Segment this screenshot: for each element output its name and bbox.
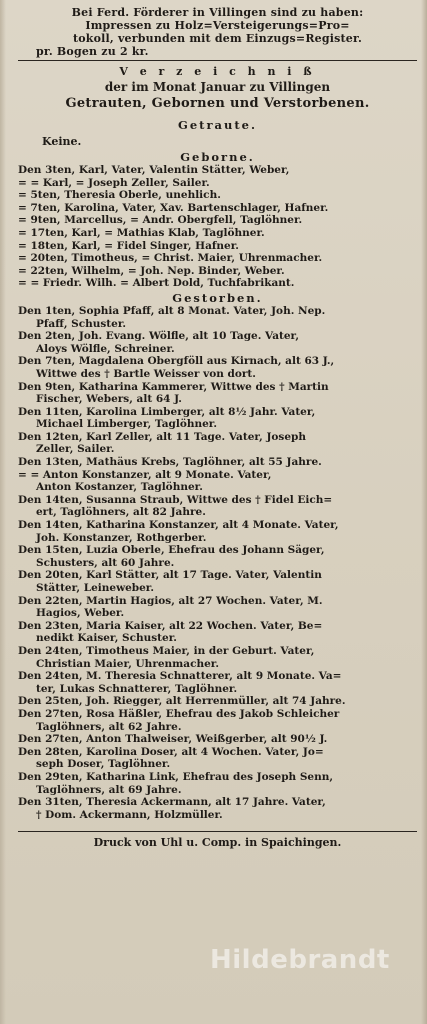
register-entry-line: Den 14ten, Susanna Straub, Wittwe des † Fidel Eich= [18,493,333,506]
register-entry-line: Den 24ten, M. Theresia Schnatterer, alt 9 Monate. Va= [18,670,342,683]
title-line-3: Getrauten, Gebornen und Verstorbenen. [65,96,370,111]
register-entry-line: = 5ten, Theresia Oberle, unehlich. [18,189,221,202]
register-entry-line: = 22ten, Wilhelm, = Joh. Nep. Binder, Weber. [18,264,285,277]
geborne-heading: Geborne. [180,150,255,164]
register-entry-line: Den 15ten, Luzia Oberle, Ehefrau des Johann Säger, [18,544,325,557]
divider-rule [18,60,417,61]
register-entry-line: Den 3ten, Karl, Vater, Valentin Stätter, Weber, [18,164,290,176]
register-entry-line: = = Karl, = Joseph Zeller, Sailer. [18,176,210,189]
register-entry-line: Wittwe des † Bartle Weisser von dort. [36,367,256,380]
title-line-1: V e r z e i c h n i ß [119,65,316,78]
register-entry-line: Den 27ten, Rosa Häßler, Ehefrau des Jakob Schleicher [18,707,340,720]
gestorben-list [18,305,417,821]
advert-line-1: Bei Ferd. Förderer in Villingen sind zu haben: [71,6,364,19]
register-entry-line: = 7ten, Karolina, Vater, Xav. Bartenschlager, Hafner. [18,201,329,214]
advert-line-3: pr. Bogen zu 2 kr. [36,45,149,58]
register-entry-line: Stätter, Leineweber. [36,582,155,594]
register-entry-line: Den 31ten, Theresia Ackermann, alt 17 Jahre. Vater, [18,796,326,809]
geborne-list [18,164,417,290]
register-entry-line: ert, Taglöhners, alt 82 Jahre. [36,506,206,519]
register-entry-line: Den 1ten, Sophia Pfaff, alt 8 Monat. Vater, Joh. Nep. [18,304,326,317]
getraute-none: Keine. [42,135,82,148]
register-entry-line: Den 20ten, Karl Stätter, alt 17 Tage. Vater, Valentin [18,569,322,582]
register-entry-line: Den 2ten, Joh. Evang. Wölfle, alt 10 Tage. Vater, [18,330,299,343]
register-entry-line: seph Doser, Taglöhner. [36,758,171,771]
advert-line-2b: tokoll, verbunden mit dem Einzugs=Register. [72,32,363,45]
printer-imprint: Druck von Uhl u. Comp. in Spaichingen. [93,836,342,850]
register-entry-line: Den 13ten, Mathäus Krebs, Taglöhner, alt 55 Jahre. [18,456,322,469]
bottom-rule [18,831,417,832]
register-entry-line: nedikt Kaiser, Schuster. [36,632,177,645]
register-entry-line: Fischer, Webers, alt 64 J. [36,393,182,406]
title-line-2: der im Monat Januar zu Villingen [104,80,331,94]
paper-edge-right [421,0,427,1024]
register-entry-line: Pfaff, Schuster. [36,317,127,330]
gestorben-heading: Gestorben. [172,290,263,305]
register-entry-line: Den 28ten, Karolina Doser, alt 4 Wochen. Vater, Jo= [18,745,324,758]
register-entry-line: Anton Kostanzer, Taglöhner. [36,481,203,494]
register-entry-line: Aloys Wölfle, Schreiner. [36,342,175,355]
register-entry-line: Den 12ten, Karl Zeller, alt 11 Tage. Vater, Joseph [18,430,306,443]
register-entry-line: Taglöhners, alt 62 Jahre. [36,720,182,733]
register-entry-line: = = Anton Konstanzer, alt 9 Monate. Vater, [18,468,272,481]
register-entry-line: Den 7ten, Magdalena Obergföll aus Kirnach, alt 63 J., [18,355,335,368]
register-entry-line: † Dom. Ackermann, Holzmüller. [36,808,223,821]
register-title [18,65,417,111]
register-entry-line: Den 24ten, Timotheus Maier, in der Geburt. Vater, [18,644,315,657]
register-entry-line: ter, Lukas Schnatterer, Taglöhner. [36,682,238,695]
register-entry-line: Schusters, alt 60 Jahre. [36,556,175,569]
advert-line-2: Impressen zu Holz=Versteigerungs=Pro= [85,19,350,32]
register-entry-line: Den 25ten, Joh. Riegger, alt Herrenmüller, alt 74 Jahre. [18,695,346,708]
register-entry-line: Den 14ten, Katharina Konstanzer, alt 4 Monate. Vater, [18,519,339,532]
paper-edge-left [0,0,6,1024]
register-entry-line: = 17ten, Karl, = Mathias Klab, Taglöhner. [18,226,265,239]
register-entry-line: Den 23ten, Maria Kaiser, alt 22 Wochen. Vater, Be= [18,619,323,632]
register-entry-line: Den 11ten, Karolina Limberger, alt 8½ Jahr. Vater, [18,405,316,418]
register-entry-line: Den 29ten, Katharina Link, Ehefrau des Joseph Senn, [18,770,334,783]
getraute-heading: Getraute. [178,118,257,132]
register-entry-line: = = Friedr. Wilh. = Albert Dold, Tuchfabrikant. [18,277,295,290]
watermark: Hildebrandt [210,945,390,975]
register-entry-line: = 18ten, Karl, = Fidel Singer, Hafner. [18,239,239,252]
register-entry-line: Taglöhners, alt 69 Jahre. [36,783,182,796]
advertisement [18,6,417,58]
register-entry-line: Den 9ten, Katharina Kammerer, Wittwe des † Martin [18,380,329,393]
register-entry-line: Den 27ten, Anton Thalweiser, Weißgerber, alt 90½ J. [18,733,328,746]
register-entry-line: Joh. Konstanzer, Rothgerber. [36,531,207,544]
register-entry-line: Zeller, Sailer. [36,443,115,456]
register-entry-line: = 9ten, Marcellus, = Andr. Obergfell, Taglöhner. [18,214,303,227]
register-entry-line: Den 22ten, Martin Hagios, alt 27 Wochen. Vater, M. [18,594,323,607]
register-entry-line: Michael Limberger, Taglöhner. [36,418,218,431]
register-entry-line: = 20ten, Timotheus, = Christ. Maier, Uhrenmacher. [18,252,323,265]
register-entry-line: Hagios, Weber. [36,607,125,620]
register-entry-line: Christian Maier, Uhrenmacher. [36,657,220,670]
